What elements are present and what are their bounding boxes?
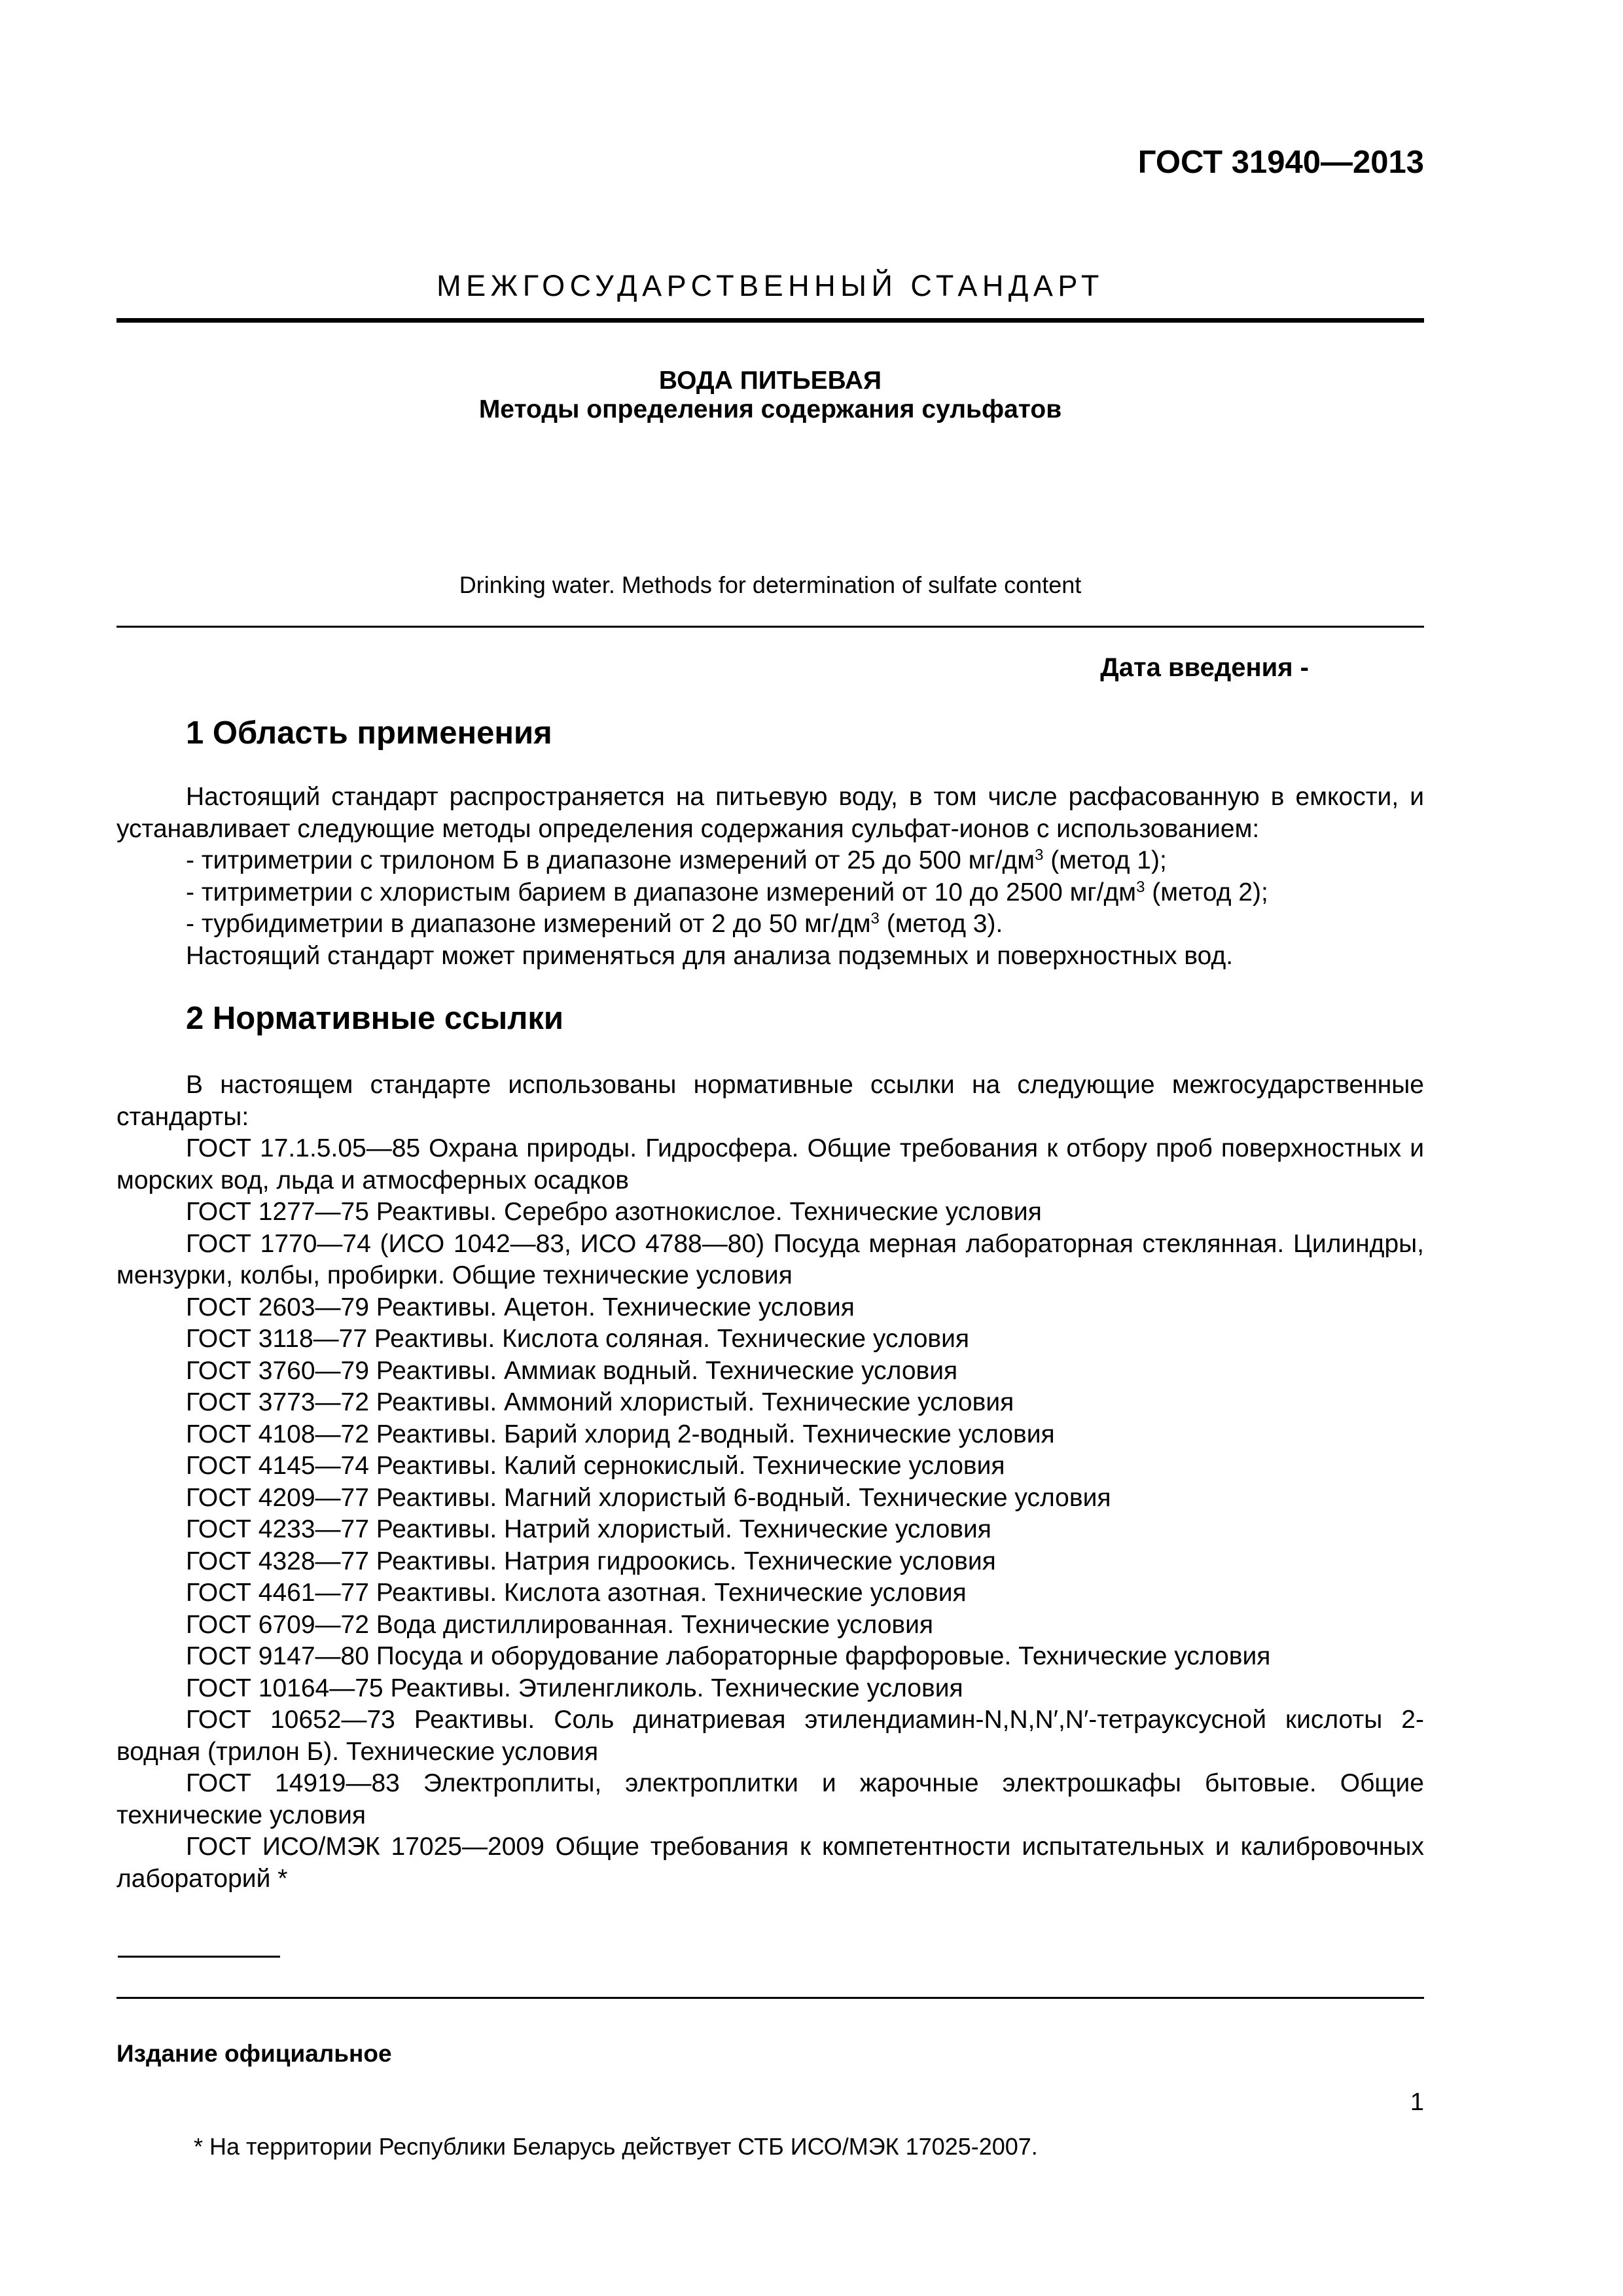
section-1-heading: 1 Область применения: [186, 715, 552, 751]
reference-item: ГОСТ 4461—77 Реактивы. Кислота азотная. Технические условия: [186, 1579, 967, 1607]
reference-item: ГОСТ 6709—72 Вода дистиллированная. Технические условия: [186, 1610, 934, 1639]
references-intro: В настоящем стандарте использованы нормативные ссылки на следующие межгосударственные стандарты:: [116, 1071, 1424, 1131]
reference-item: ГОСТ 4328—77 Реактивы. Натрия гидроокись. Технические условия: [186, 1547, 996, 1575]
reference-item: ГОСТ 9147—80 Посуда и оборудование лабораторные фарфоровые. Технические условия: [186, 1642, 1271, 1670]
section-1-body: [116, 781, 1424, 972]
method-1-item: - титриметрии с трилоном Б в диапазоне измерений от 25 до 500 $мг/дм^3$ (метод 1);: [186, 846, 1167, 874]
section-2-heading: 2 Нормативные ссылки: [186, 1001, 563, 1036]
method-2-item: - титриметрии с хлористым барием в диапазоне измерений от 10 до 2500 $мг/дм^3$ (метод 2);: [186, 878, 1268, 906]
reference-item: ГОСТ 10652—73 Реактивы. Соль динатриевая этилендиамин-N,N,N′,N′-тетрауксусной кислоты 2-водная (трилон Б). Технические условия: [116, 1706, 1424, 1766]
reference-item: ГОСТ 17.1.5.05—85 Охрана природы. Гидросфера. Общие требования к отбору проб поверхностных и морских вод, льда и атмосферных осадков: [116, 1134, 1424, 1194]
section-2-body: [116, 1069, 1424, 1895]
document-title: ВОДА ПИТЬЕВАЯ: [658, 367, 882, 395]
scope-closing-paragraph: Настоящий стандарт может применяться для анализа подземных и поверхностных вод.: [186, 941, 1234, 970]
introduction-date: Дата введения -: [1100, 653, 1309, 682]
reference-item: ГОСТ 1277—75 Реактивы. Серебро азотнокислое. Технические условия: [186, 1198, 1042, 1226]
footer-rule: [116, 1997, 1424, 1999]
document-number: ГОСТ 31940—2013: [1137, 145, 1424, 180]
document-subtitle: Методы определения содержания сульфатов: [478, 395, 1062, 423]
reference-item: ГОСТ 3760—79 Реактивы. Аммиак водный. Технические условия: [186, 1356, 958, 1385]
header-rule: [116, 318, 1424, 323]
title-rule: [116, 626, 1424, 628]
method-3-item: - турбидиметрии в диапазоне измерений от 2 до 50 $мг/дм^3$ (метод 3).: [186, 910, 1003, 938]
edition-label: Издание официальное: [116, 2040, 392, 2067]
reference-item: ГОСТ 4145—74 Реактивы. Калий сернокислый. Технические условия: [186, 1452, 1005, 1480]
reference-item: ГОСТ 3118—77 Реактивы. Кислота соляная. Технические условия: [186, 1325, 970, 1353]
reference-item: ГОСТ 14919—83 Электроплиты, электроплитки и жарочные электрошкафы бытовые. Общие технические условия: [116, 1769, 1424, 1829]
reference-item: ГОСТ 4233—77 Реактивы. Натрий хлористый. Технические условия: [186, 1515, 991, 1543]
reference-item: ГОСТ 2603—79 Реактивы. Ацетон. Технические условия: [186, 1293, 855, 1321]
footnote-separator: [118, 1956, 280, 1958]
reference-item: ГОСТ 3773—72 Реактивы. Аммоний хлористый. Технические условия: [186, 1388, 1014, 1416]
english-title: Drinking water. Methods for determination of sulfate content: [459, 571, 1082, 598]
scope-paragraph: Настоящий стандарт распространяется на питьевую воду, в том числе расфасованную в емкости, и устанавливает следующие методы определения содержания сульфат-ионов с использованием:: [116, 783, 1424, 843]
reference-item: ГОСТ ИСО/МЭК 17025—2009 Общие требования к компетентности испытательных и калибровочных лабораторий *: [116, 1833, 1424, 1893]
page-number: 1: [1410, 2089, 1424, 2116]
reference-item: ГОСТ 4108—72 Реактивы. Барий хлорид 2-водный. Технические условия: [186, 1420, 1055, 1448]
reference-item: ГОСТ 10164—75 Реактивы. Этиленгликоль. Технические условия: [186, 1674, 963, 1702]
reference-item: ГОСТ 4209—77 Реактивы. Магний хлористый 6-водный. Технические условия: [186, 1483, 1111, 1512]
footnote: * На территории Республики Беларусь действует СТБ ИСО/МЭК 17025-2007.: [194, 2133, 1038, 2160]
reference-item: ГОСТ 1770—74 (ИСО 1042—83, ИСО 4788—80) Посуда мерная лабораторная стеклянная. Цилиндры, мензурки, колбы, пробирки. Общие технические условия: [116, 1229, 1424, 1289]
document-type: МЕЖГОСУДАРСТВЕННЫЙ СТАНДАРТ: [437, 269, 1104, 302]
